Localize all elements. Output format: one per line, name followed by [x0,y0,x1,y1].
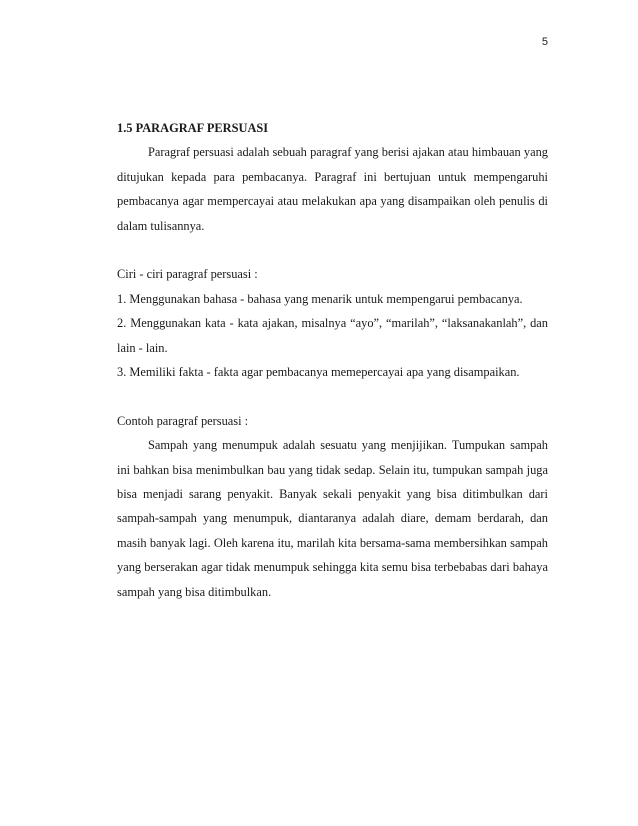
example-heading: Contoh paragraf persuasi : [117,413,249,428]
feature-item-3: 3. Memiliki fakta - fakta agar pembacanya memepercayai apa yang disampaikan. [117,365,520,380]
section-title: 1.5 PARAGRAF PERSUASI [117,121,269,135]
intro-paragraph: Paragraf persuasi adalah sebuah paragraf yang berisi ajakan atau himbauan yang ditujukan kepada para pembacanya. Paragraf ini bertujuan untuk mempengaruhi pembacanya agar mempercayai atau melakukan apa yang disampaikan oleh penulis di dalam tulisannya. [117,145,548,233]
spacer [117,384,548,408]
feature-item-1: 1. Menggunakan bahasa - bahasa yang menarik untuk mempengarui pembacanya. [117,291,523,306]
example-paragraph: Sampah yang menumpuk adalah sesuatu yang menjijikan. Tumpukan sampah ini bahkan bisa menimbulkan bau yang tidak sedap. Selain itu, tumpukan sampah juga bisa menjadi sarang penyakit. Banyak sekali penyakit yang bisa ditimbulkan dari sampah-sampah yang menumpuk, diantaranya adalah diare, demam berdarah, dan masih banyak lagi. Oleh karena itu, marilah kita bersama-sama membersihkan sampah yang berserakan agar tidak menumpuk sehingga kita semu bisa terbebabas dari bahaya sampah yang bisa ditimbulkan. [117,438,548,599]
features-heading: Ciri - ciri paragraf persuasi : [117,267,258,282]
page-number: 5 [541,36,548,48]
document-body [117,116,548,604]
feature-item-2: 2. Menggunakan kata - kata ajakan, misalnya “ayo”, “marilah”, “laksanakanlah”, dan lain - lain. [117,316,548,355]
spacer [117,238,548,262]
